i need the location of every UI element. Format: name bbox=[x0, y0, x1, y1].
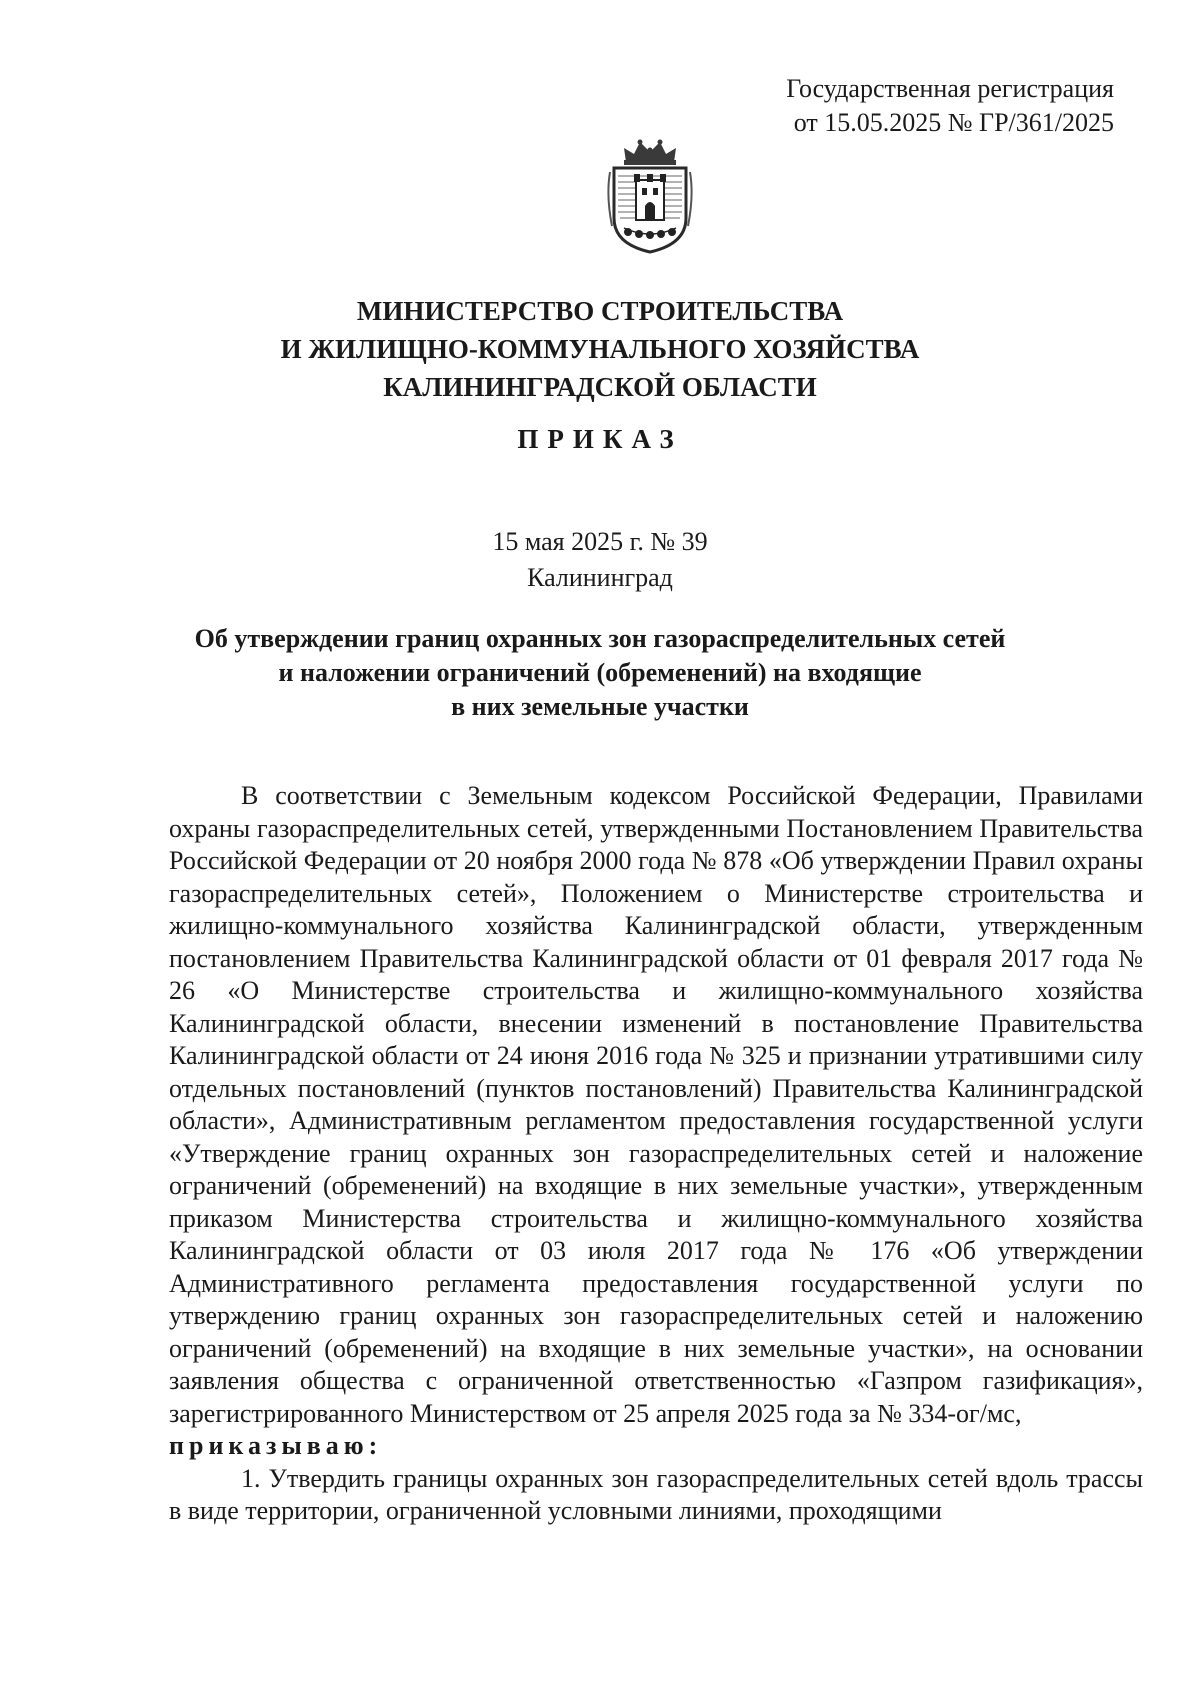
item-1-paragraph: 1. Утвердить границы охранных зон газораспределительных сетей вдоль трассы в виде территории, ограниченной условными линиями, проходящими bbox=[169, 1463, 1143, 1525]
subject-line-2: и наложении ограничений (обременений) на входящие bbox=[278, 658, 922, 687]
subject-line-1: Об утверждении границ охранных зон газораспределительных сетей bbox=[194, 624, 1006, 653]
document-type-heading: ПРИКАЗ bbox=[517, 424, 683, 454]
ministry-line-3: КАЛИНИНГРАДСКОЙ ОБЛАСТИ bbox=[383, 372, 817, 402]
order-subject bbox=[0, 622, 1200, 724]
ministry-line-1: МИНИСТЕРСТВО СТРОИТЕЛЬСТВА bbox=[356, 296, 844, 326]
registration-stamp bbox=[786, 72, 1114, 140]
ministry-name bbox=[0, 292, 1200, 406]
registration-line-2: от 15.05.2025 № ГР/361/2025 bbox=[793, 108, 1114, 137]
kaliningrad-region-coat-of-arms-icon bbox=[606, 136, 694, 256]
subject-line-3: в них земельные участки bbox=[451, 692, 749, 721]
order-date-number: 15 мая 2025 г. № 39 bbox=[492, 527, 708, 556]
registration-line-1: Государственная регистрация bbox=[786, 74, 1114, 103]
order-city: Калининград bbox=[527, 563, 673, 592]
preamble-paragraph: В соответствии с Земельным кодексом Российской Федерации, Правилами охраны газораспределительных сетей, утвержденными Постановлением Правительства Российской Федерации от 20 ноября 2000 года № 878 «Об утверждении Правил охраны газораспределительных сетей», Положением о Министерстве строительства и жилищно-коммунального хозяйства Калининградской области, утвержденным постановлением Правительства Калининградской области от 01 февраля 2017 года № 26 «О Министерстве строительства и жилищно-коммунального хозяйства Калининградской области, внесении изменений в постановление Правительства Калининградской области от 24 июня 2016 года № 325 и признании утратившими силу отдельных постановлений (пунктов постановлений) Правительства Калининградской области», Административным регламентом предоставления государственной услуги «Утверждение границ охранных зон газораспределительных сетей и наложение ограничений (обременений) на входящие в них земельные участки», утвержденным приказом Министерства строительства и жилищно-коммунального хозяйства Калининградской области от 03 июля 2017 года № 176 «Об утверждении Административного регламента предоставления государственной услуги по утверждению границ охранных зон газораспределительных сетей и наложению ограничений (обременений) на входящие в них земельные участки», на основании заявления общества с ограниченной ответственностью «Газпром газификация», зарегистрированного Министерством от 25 апреля 2025 года за № 334-ог/мс, bbox=[169, 781, 1143, 1428]
ministry-line-2: И ЖИЛИЩНО-КОММУНАЛЬНОГО ХОЗЯЙСТВА bbox=[280, 334, 920, 364]
order-body bbox=[169, 780, 1143, 1528]
order-word: приказываю: bbox=[169, 1431, 383, 1460]
date-and-place bbox=[0, 524, 1200, 596]
